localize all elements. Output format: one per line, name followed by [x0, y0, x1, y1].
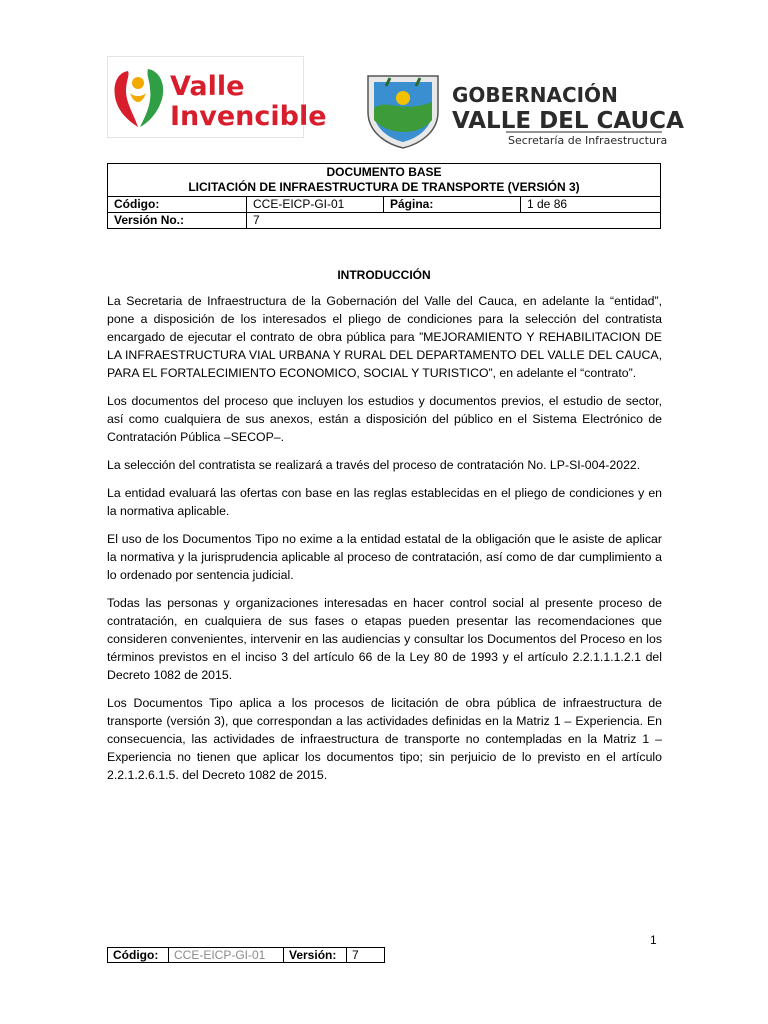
paragraph: Los Documentos Tipo aplica a los procesos de licitación de obra pública de infraestructura de transporte (versión 3), que correspondan a las actividades definidas en la Matriz 1 – Experiencia. En consecuencia, las actividades de infraestructura de transporte no contempladas en la Matriz 1 – Experiencia no tienen que aplicar los documentos tipo; sin perjuicio de lo previsto en el artículo 2.2.1.2.6.1.5. del Decreto 1082 de 2015.	[107, 696, 662, 782]
paragraph: La entidad evaluará las ofertas con base en las reglas establecidas en el pliego de condiciones y en la normativa aplicable.	[107, 486, 662, 518]
document-title: DOCUMENTO BASE	[326, 165, 442, 179]
pagina-value: 1 de 86	[521, 197, 661, 213]
heart-figure-icon	[115, 69, 164, 127]
gobernacion-logo	[360, 68, 684, 150]
svg-text:GOBERNACIÓN: GOBERNACIÓN	[452, 83, 618, 107]
document-body	[107, 292, 662, 794]
paragraph: La Secretaria de Infraestructura de la Gobernación del Valle del Cauca, en adelante la “entidad”, pone a disposición de los interesados el pliego de condiciones para la selección del contratista encargado de ejecutar el contrato de obra pública para ”MEJORAMIENTO Y REHABILITACION DE LA INFRAESTRUCTURA VIAL URBANA Y RURAL DEL DEPARTAMENTO DEL VALLE DEL CAUCA, PARA EL FORTALECIMIENTO ECONOMICO, SOCIAL Y TURISTICO”, en adelante el “contrato”.	[107, 294, 662, 380]
valle-invencible-logo	[107, 56, 327, 138]
document-title-cell	[108, 164, 661, 197]
version-label: Versión No.:	[108, 213, 247, 229]
page-number: 1	[650, 933, 657, 947]
document-subtitle: LICITACIÓN DE INFRAESTRUCTURA DE TRANSPORTE (VERSIÓN 3)	[188, 180, 580, 194]
document-header-table	[107, 163, 661, 229]
footer-table	[107, 947, 385, 963]
footer-version-label: Versión:	[284, 948, 347, 963]
coat-of-arms-icon	[368, 76, 438, 148]
footer-codigo-label: Código:	[108, 948, 169, 963]
version-value: 7	[247, 213, 661, 229]
paragraph: La selección del contratista se realizará a través del proceso de contratación No. LP-SI-004-2022.	[107, 458, 641, 472]
paragraph: El uso de los Documentos Tipo no exime a la entidad estatal de la obligación que le asiste de aplicar la normativa y la jurisprudencia aplicable al proceso de contratación, así como de dar cumplimiento a lo ordenado por sentencia judicial.	[107, 532, 662, 582]
svg-text:Invencible: Invencible	[170, 101, 327, 132]
codigo-label: Código:	[108, 197, 247, 213]
codigo-value: CCE-EICP-GI-01	[247, 197, 384, 213]
svg-text:Secretaría de Infraestructura: Secretaría de Infraestructura	[508, 134, 668, 147]
svg-text:Valle: Valle	[170, 71, 245, 102]
pagina-label: Página:	[384, 197, 521, 213]
section-title: INTRODUCCIÓN	[337, 268, 431, 282]
footer-codigo-value: CCE-EICP-GI-01	[169, 948, 284, 963]
svg-text:VALLE DEL CAUCA: VALLE DEL CAUCA	[452, 108, 684, 134]
paragraph: Los documentos del proceso que incluyen los estudios y documentos previos, el estudio de sector, así como cualquiera de sus anexos, están a disposición del público en el Sistema Electrónico de Contratación Pública –SECOP–.	[107, 394, 662, 444]
footer-version-value: 7	[347, 948, 385, 963]
paragraph: Todas las personas y organizaciones interesadas en hacer control social al presente proceso de contratación, en cualquiera de sus fases o etapas pueden presentar las recomendaciones que consideren convenientes, intervenir en las audiencias y consultar los Documentos del Proceso en los términos previstos en el inciso 3 del artículo 66 de la Ley 80 de 1993 y el artículo 2.2.1.1.1.2.1 del Decreto 1082 de 2015.	[107, 596, 662, 682]
